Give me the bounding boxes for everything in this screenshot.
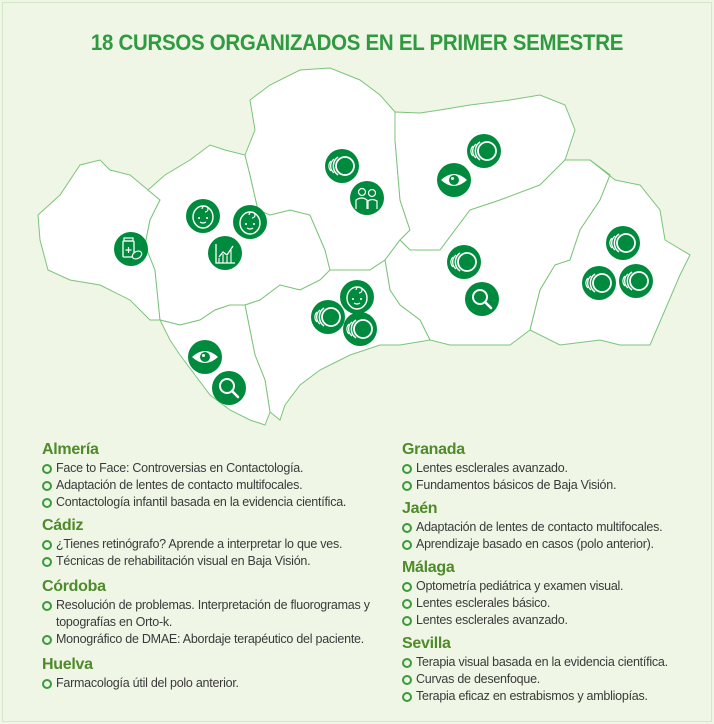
course-label: Aprendizaje basado en casos (polo anterior). xyxy=(416,537,654,551)
search-icon xyxy=(212,371,246,405)
search-icon xyxy=(465,282,499,316)
course-label: Adaptación de lentes de contacto multifocales. xyxy=(416,520,663,534)
course-item xyxy=(42,631,382,648)
baby-icon xyxy=(340,280,374,314)
bullet-icon xyxy=(42,540,52,550)
region-almería xyxy=(42,441,382,511)
chart-icon xyxy=(208,236,242,270)
course-label: Face to Face: Controversias en Contactología. xyxy=(56,461,304,475)
bullet-icon xyxy=(402,658,412,668)
baby-icon xyxy=(186,199,220,233)
region-jaén xyxy=(402,500,714,553)
region-heading: Granada xyxy=(402,441,465,458)
baby-icon xyxy=(233,205,267,239)
bullet-icon xyxy=(42,601,52,611)
bullet-icon xyxy=(42,679,52,689)
course-label: Fundamentos básicos de Baja Visión. xyxy=(416,478,617,492)
course-item xyxy=(402,536,714,553)
region-heading: Almería xyxy=(42,441,99,458)
course-label: Curvas de desenfoque. xyxy=(416,672,541,686)
course-label: Adaptación de lentes de contacto multifocales. xyxy=(56,478,303,492)
region-heading: Cádiz xyxy=(42,517,84,534)
region-granada xyxy=(402,441,714,494)
bullet-icon xyxy=(42,464,52,474)
course-label: ¿Tienes retinógrafo? Aprende a interpretar lo que ves. xyxy=(56,537,343,551)
course-item xyxy=(42,460,382,477)
course-item xyxy=(402,477,714,494)
course-item xyxy=(42,536,382,553)
course-item xyxy=(42,675,382,692)
course-label: Técnicas de rehabilitación visual en Baja Visión. xyxy=(56,554,311,568)
contact-lens-icon xyxy=(343,312,377,346)
course-item xyxy=(402,612,714,629)
region-sevilla xyxy=(402,635,714,705)
bullet-icon xyxy=(402,464,412,474)
course-item xyxy=(402,595,714,612)
contact-lens-icon xyxy=(447,245,481,279)
course-item xyxy=(42,553,382,570)
course-item xyxy=(42,494,382,511)
bullet-icon xyxy=(402,540,412,550)
contact-lens-icon xyxy=(467,134,501,168)
region-huelva xyxy=(42,656,382,692)
course-item xyxy=(402,654,714,671)
region-heading: Córdoba xyxy=(42,578,106,595)
course-label: Terapia eficaz en estrabismos y ambliopías. xyxy=(416,689,648,703)
course-label: Farmacología útil del polo anterior. xyxy=(56,676,239,690)
course-item xyxy=(402,671,714,688)
region-heading: Jaén xyxy=(402,500,438,517)
eye-icon xyxy=(437,163,471,197)
course-item xyxy=(402,519,714,536)
elderly-icon xyxy=(350,181,384,215)
region-cádiz xyxy=(42,517,382,570)
page-title: 18 CURSOS ORGANIZADOS EN EL PRIMER SEMESTRE xyxy=(90,30,624,55)
course-label: Resolución de problemas. Interpretación de fluorogramas y topografías en Orto-k. xyxy=(56,598,370,629)
course-item xyxy=(42,597,382,631)
courses-left-column xyxy=(42,441,382,698)
course-label: Terapia visual basada en la evidencia científica. xyxy=(416,655,668,669)
bullet-icon xyxy=(42,498,52,508)
bullet-icon xyxy=(402,582,412,592)
contact-lens-icon xyxy=(582,266,616,300)
medicine-icon xyxy=(114,232,148,266)
eye-icon xyxy=(188,340,222,374)
contact-lens-icon xyxy=(325,149,359,183)
course-label: Contactología infantil basada en la evidencia científica. xyxy=(56,495,347,509)
contact-lens-icon xyxy=(311,300,345,334)
course-label: Monográfico de DMAE: Abordaje terapéutico del paciente. xyxy=(56,632,364,646)
course-item xyxy=(42,477,382,494)
bullet-icon xyxy=(402,675,412,685)
bullet-icon xyxy=(402,523,412,533)
bullet-icon xyxy=(42,557,52,567)
course-label: Optometría pediátrica y examen visual. xyxy=(416,579,624,593)
course-item xyxy=(402,688,714,705)
bullet-icon xyxy=(42,635,52,645)
course-label: Lentes esclerales básico. xyxy=(416,596,551,610)
contact-lens-icon xyxy=(619,264,653,298)
course-label: Lentes esclerales avanzado. xyxy=(416,461,568,475)
course-label: Lentes esclerales avanzado. xyxy=(416,613,568,627)
courses-right-column xyxy=(402,441,714,711)
course-item xyxy=(402,460,714,477)
region-málaga xyxy=(402,559,714,629)
bullet-icon xyxy=(402,616,412,626)
region-córdoba xyxy=(42,578,382,648)
bullet-icon xyxy=(402,481,412,491)
region-heading: Málaga xyxy=(402,559,455,576)
region-heading: Sevilla xyxy=(402,635,451,652)
bullet-icon xyxy=(402,599,412,609)
bullet-icon xyxy=(402,692,412,702)
bullet-icon xyxy=(42,481,52,491)
contact-lens-icon xyxy=(606,226,640,260)
course-item xyxy=(402,578,714,595)
region-heading: Huelva xyxy=(42,656,93,673)
